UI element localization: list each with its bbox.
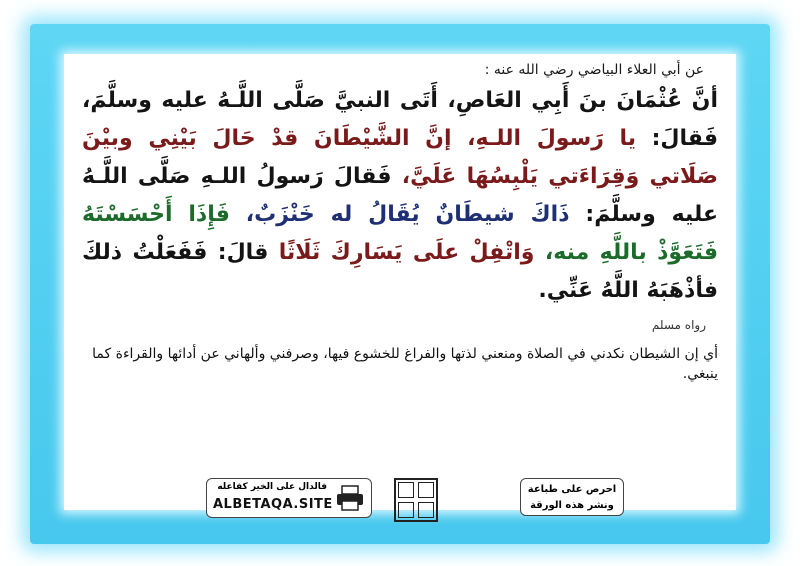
printer-icon [335,484,365,512]
hadith-segment: يا رَسولَ اللـهِ، إنَّ الشَّيْطَانَ قدْ حَالَ بَيْنِي وبيْنَ صَلَاتي وَقِرَاءَتي يَلْبِسُهَا عَلَيَّ، [82,126,718,189]
card-frame [30,24,770,544]
hadith-segment: وَاتْفِلْ علَى يَسَارِكَ ثَلَاثًا [268,240,535,265]
hadith-segment: فَقالَ رَسولُ اللـهِ صَلَّى اللَّـهُ عليه وسلَّمَ: [82,164,718,227]
share-note-line1: احرص على طباعة [527,484,617,495]
explanation-text: أي إن الشيطان نكدني في الصلاة ومنعني لذتها والفراغ للخشوع فيها، وصرفني وألهاني عن أدائها والقراءة كما ينبغي. [92,346,718,382]
hadith-segment: ذَاكَ شيطَانٌ يُقَالُ له خَنْزَبٌ، [229,202,570,227]
narrator-line: عن أبي العلاء البياضي رضي الله عنه : [484,62,704,78]
card-body [64,54,736,510]
albetaqa-logo [386,472,446,528]
site-box[interactable] [206,478,372,518]
share-note-line2: ونشر هذه الورقة [530,500,614,511]
site-tagline: فالدال على الخير كفاعله [217,482,327,492]
content [82,60,718,384]
hadith-segment: قالَ: فَفَعَلْتُ ذلكَ فأذْهَبَهُ اللَّهُ عَنِّي. [82,240,718,303]
hadith-segment: أنَّ عُثْمَانَ بنَ أَبِي العَاصِ، أَتَى النبيَّ صَلَّى اللَّـهُ عليه وسلَّمَ، فَقالَ: [82,88,719,151]
logo-mark-icon [394,478,438,522]
footer [176,472,624,528]
hadith-segment: فَإِذَا أَحْسَسْتَهُ فَتَعَوَّذْ باللَّهِ منه، [82,202,719,265]
share-note [520,478,624,516]
hadith-text [82,82,718,310]
site-url[interactable]: ALBETAQA.SITE [213,497,333,512]
source-label: رواه مسلم [651,318,706,332]
